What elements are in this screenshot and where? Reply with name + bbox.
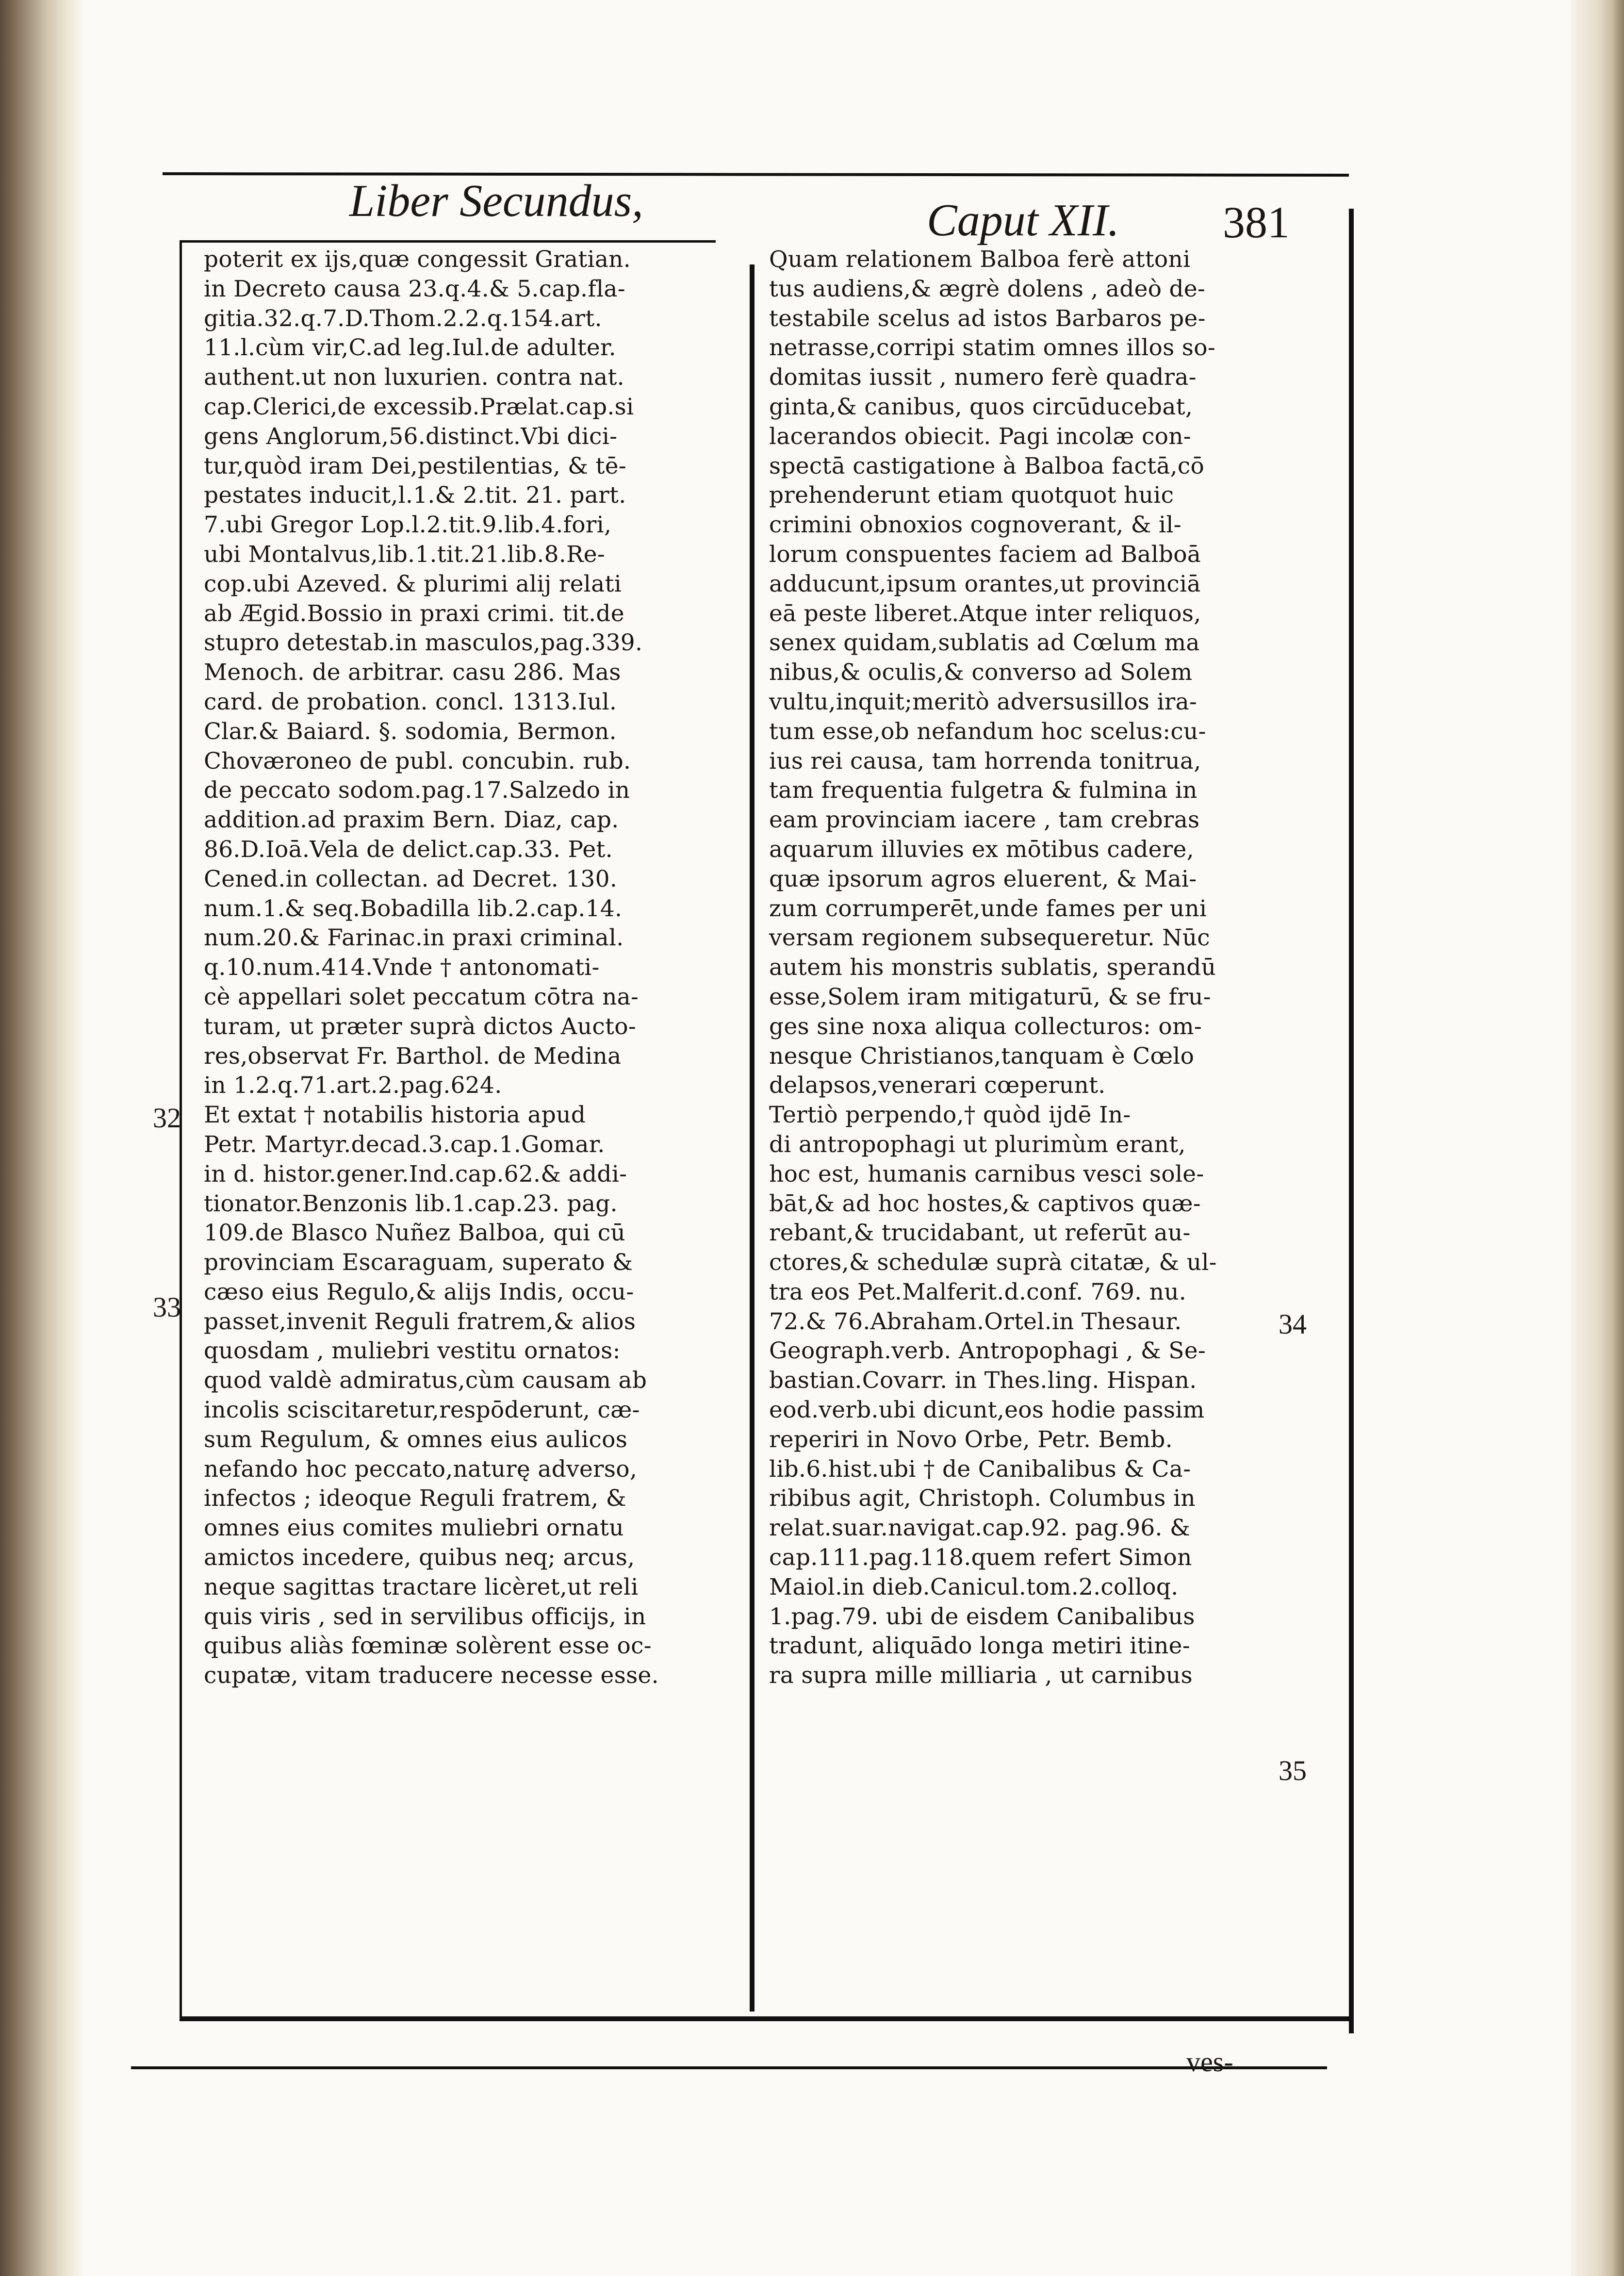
text-line: ges sine noxa aliqua collecturos: om- <box>769 1013 1202 1040</box>
book-spine <box>0 0 85 2276</box>
right-text-column <box>769 245 1274 1691</box>
text-line: hoc est, humanis carnibus vesci sole- <box>769 1160 1204 1187</box>
text-line: spectā castigatione à Balboa factā,cō <box>769 452 1205 479</box>
text-line: versam regionem subsequeretur. Nūc <box>769 924 1210 952</box>
text-line: Et extat † notabilis historia apud <box>204 1102 586 1129</box>
catchword: ves- <box>1186 2046 1233 2078</box>
text-line: infectos ; ideoque Reguli fratrem, & <box>204 1485 626 1512</box>
text-line: bastian.Covarr. in Thes.ling. Hispan. <box>769 1367 1197 1394</box>
text-line: cupatæ, vitam traducere necesse esse. <box>204 1662 659 1689</box>
text-line: lib.6.hist.ubi † de Canibalibus & Ca- <box>769 1455 1191 1483</box>
text-block-bottom-rule <box>180 2016 1351 2021</box>
text-line: cop.ubi Azeved. & plurimi alij relati <box>204 570 622 597</box>
text-line: domitas iussit , numero ferè quadra- <box>769 364 1197 391</box>
text-line: testabile scelus ad istos Barbaros pe- <box>769 305 1206 332</box>
text-line: ribibus agit, Christoph. Columbus in <box>769 1485 1196 1512</box>
text-line: Quam relationem Balboa ferè attoni <box>769 246 1191 273</box>
text-line: cap.111.pag.118.quem refert Simon <box>769 1544 1192 1571</box>
text-line: Choværoneo de publ. concubin. rub. <box>204 747 631 775</box>
text-line: tam frequentia fulgetra & fulmina in <box>769 777 1197 804</box>
text-line: res,observat Fr. Barthol. de Medina <box>204 1042 622 1070</box>
text-line: in 1.2.q.71.art.2.pag.624. <box>204 1072 502 1099</box>
page-number: 381 <box>1223 198 1290 247</box>
text-line: neque sagittas tractare licèret,ut reli <box>204 1573 639 1600</box>
text-line: sum Regulum, & omnes eius aulicos <box>204 1426 628 1453</box>
text-line: Clar.& Baiard. §. sodomia, Bermon. <box>204 718 617 745</box>
text-line: Maiol.in dieb.Canicul.tom.2.colloq. <box>769 1573 1179 1600</box>
text-line: 72.& 76.Abraham.Ortel.in Thesaur. <box>769 1308 1182 1335</box>
text-line: tum esse,ob nefandum hoc scelus:cu- <box>769 718 1206 745</box>
text-line: quosdam , muliebri vestitu ornatos: <box>204 1337 621 1365</box>
text-line: ctores,& schedulæ suprà citatæ, & ul- <box>769 1249 1217 1276</box>
text-line: tra eos Pet.Malferit.d.conf. 769. nu. <box>769 1278 1187 1305</box>
text-line: eā peste liberet.Atque inter reliquos, <box>769 600 1201 627</box>
text-line: 11.l.cùm vir,C.ad leg.Iul.de adulter. <box>204 334 616 362</box>
text-line: tus audiens,& ægrè dolens , adeò de- <box>769 275 1206 302</box>
text-line: di antropophagi ut plurimùm erant, <box>769 1131 1186 1158</box>
text-line: addition.ad praxim Bern. Diaz, cap. <box>204 807 619 834</box>
text-line: lacerandos obiecit. Pagi incolæ con- <box>769 423 1191 450</box>
text-line: 7.ubi Gregor Lop.l.2.tit.9.lib.4.fori, <box>204 511 612 539</box>
text-line: ab Ægid.Bossio in praxi crimi. tit.de <box>204 600 624 627</box>
text-line: aquarum illuvies ex mōtibus cadere, <box>769 836 1194 863</box>
text-line: adducunt,ipsum orantes,ut provinciā <box>769 570 1201 597</box>
text-line: crimini obnoxios cognoverant, & il- <box>769 511 1181 539</box>
text-line: gitia.32.q.7.D.Thom.2.2.q.154.art. <box>204 305 602 332</box>
text-line: stupro detestab.in masculos,pag.339. <box>204 629 643 657</box>
header-chapter-title: Caput XII. <box>927 195 1119 246</box>
text-line: provinciam Escaraguam, superato & <box>204 1249 633 1276</box>
text-line: ginta,& canibus, quos circūducebat, <box>769 393 1193 420</box>
margin-number-34: 34 <box>1279 1308 1307 1340</box>
text-line: eod.verb.ubi dicunt,eos hodie passim <box>769 1397 1205 1424</box>
text-line: nibus,& oculis,& converso ad Solem <box>769 659 1193 686</box>
text-line: tradunt, aliquādo longa metiri itine- <box>769 1633 1190 1660</box>
text-line: in d. histor.gener.Ind.cap.62.& addi- <box>204 1160 627 1187</box>
text-line: Cened.in collectan. ad Decret. 130. <box>204 865 618 892</box>
margin-number-33: 33 <box>153 1291 181 1323</box>
text-line: num.20.& Farinac.in praxi criminal. <box>204 924 624 952</box>
text-line: omnes eius comites muliebri ornatu <box>204 1515 624 1542</box>
margin-number-32: 32 <box>153 1102 181 1134</box>
text-line: relat.suar.navigat.cap.92. pag.96. & <box>769 1515 1191 1542</box>
text-line: card. de probation. concl. 1313.Iul. <box>204 688 617 715</box>
text-line: 1.pag.79. ubi de eisdem Canibalibus <box>769 1603 1195 1630</box>
text-line: eam provinciam iacere , tam crebras <box>769 807 1200 834</box>
text-line: nefando hoc peccato,naturę adverso, <box>204 1455 638 1483</box>
text-line: tionator.Benzonis lib.1.cap.23. pag. <box>204 1190 618 1217</box>
left-text-column <box>204 245 708 1691</box>
text-line: cè appellari solet peccatum cōtra na- <box>204 983 639 1010</box>
text-line: cæso eius Regulo,& alijs Indis, occu- <box>204 1278 634 1305</box>
text-line: prehenderunt etiam quotquot huic <box>769 482 1174 509</box>
text-line: num.1.& seq.Bobadilla lib.2.cap.14. <box>204 895 623 922</box>
text-line: cap.Clerici,de excessib.Prælat.cap.si <box>204 393 634 420</box>
text-line: netrasse,corripi statim omnes illos so- <box>769 334 1216 362</box>
text-line: quibus aliàs fœminæ solèrent esse oc- <box>204 1633 652 1660</box>
text-line: in Decreto causa 23.q.4.& 5.cap.fla- <box>204 275 625 302</box>
text-line: Menoch. de arbitrar. casu 286. Mas <box>204 659 621 686</box>
text-line: 86.D.Ioā.Vela de delict.cap.33. Pet. <box>204 836 613 863</box>
text-line: ubi Montalvus,lib.1.tit.21.lib.8.Re- <box>204 541 606 568</box>
text-line: rebant,& trucidabant, ut referūt au- <box>769 1220 1191 1247</box>
text-line: q.10.num.414.Vnde † antonomati- <box>204 954 600 981</box>
text-line: authent.ut non luxurien. contra nat. <box>204 364 624 391</box>
text-line: vultu,inquit;meritò adversusillos ira- <box>769 688 1197 715</box>
text-line: zum corrumperēt,unde fames per uni <box>769 895 1207 922</box>
text-line: de peccato sodom.pag.17.Salzedo in <box>204 777 630 804</box>
text-line: reperiri in Novo Orbe, Petr. Bemb. <box>769 1426 1173 1453</box>
text-line: tur,quòd iram Dei,pestilentias, & tē- <box>204 452 627 479</box>
text-line: quæ ipsorum agros eluerent, & Mai- <box>769 865 1197 892</box>
text-line: 109.de Blasco Nuñez Balboa, qui cū <box>204 1220 625 1247</box>
text-line: turam, ut præter suprà dictos Aucto- <box>204 1013 637 1040</box>
text-line: nesque Christianos,tanquam è Cœlo <box>769 1042 1195 1070</box>
text-line: senex quidam,sublatis ad Cœlum ma <box>769 629 1200 657</box>
text-line: Geograph.verb. Antropophagi , & Se- <box>769 1337 1206 1365</box>
text-line: lorum conspuentes faciem ad Balboā <box>769 541 1201 568</box>
text-line: quod valdè admiratus,cùm causam ab <box>204 1367 647 1394</box>
text-line: ra supra mille milliaria , ut carnibus <box>769 1662 1193 1689</box>
text-line: esse,Solem iram mitigaturū, & se fru- <box>769 983 1211 1010</box>
text-line: poterit ex ijs,quæ congessit Gratian. <box>204 246 631 273</box>
text-line: quis viris , sed in servilibus officijs, in <box>204 1603 646 1630</box>
column-divider <box>750 264 755 2012</box>
text-line: delapsos,venerari cœperunt. <box>769 1072 1106 1099</box>
header-book-title: Liber Secundus, <box>349 176 643 226</box>
text-line: autem his monstris sublatis, sperandū <box>769 954 1216 981</box>
text-line: gens Anglorum,56.distinct.Vbi dici- <box>204 423 618 450</box>
footer-rule <box>131 2066 1327 2069</box>
margin-number-35: 35 <box>1279 1755 1307 1786</box>
right-frame-line <box>1349 209 1354 2033</box>
text-line: ius rei causa, tam horrenda tonitrua, <box>769 747 1201 775</box>
text-line: Petr. Martyr.decad.3.cap.1.Gomar. <box>204 1131 605 1158</box>
text-line: pestates inducit,l.1.& 2.tit. 21. part. <box>204 482 626 509</box>
text-line: bāt,& ad hoc hostes,& captivos quæ- <box>769 1190 1201 1217</box>
text-line: Tertiò perpendo,† quòd ijdē In- <box>769 1102 1131 1129</box>
running-header <box>335 170 1354 247</box>
text-line: incolis sciscitaretur,respōderunt, cæ- <box>204 1397 640 1424</box>
text-line: passet,invenit Reguli fratrem,& alios <box>204 1308 636 1335</box>
page-edge <box>1571 0 1624 2276</box>
text-line: amictos incedere, quibus neq; arcus, <box>204 1544 635 1571</box>
